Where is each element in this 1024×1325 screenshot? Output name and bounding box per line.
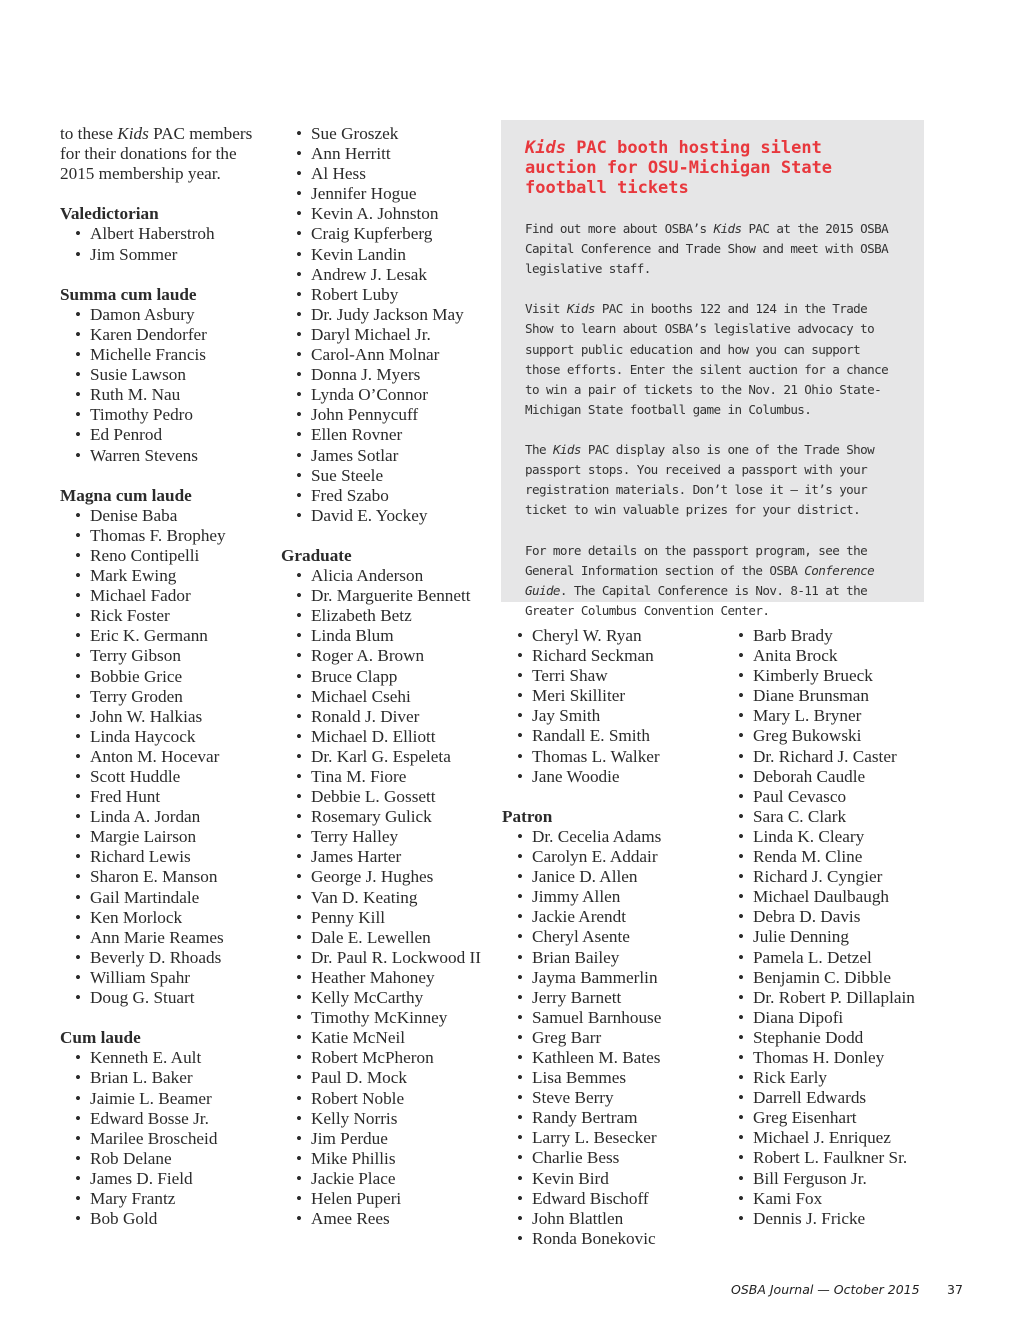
column-1	[60, 124, 265, 1229]
donor-name: • Dr. Karl G. Espeleta	[281, 747, 491, 767]
donor-name: • Richard Lewis	[60, 847, 265, 867]
donor-name: • Fred Hunt	[60, 787, 265, 807]
donor-list	[60, 1048, 265, 1229]
donor-name: • Daryl Michael Jr.	[281, 325, 491, 345]
donor-name: • Diana Dipofi	[723, 1008, 933, 1028]
sidebar-paragraph: Visit Kids PAC in booths 122 and 124 in the Trade Show to learn about OSBA’s legislative advocacy to support public education and how you can support those efforts. Enter the silent auction for a chance to win a pair of tickets to the Nov. 21 Ohio State-Michigan State football game in Columbus.	[525, 301, 889, 417]
donor-name: • Terry Groden	[60, 687, 265, 707]
donor-name: • Michelle Francis	[60, 345, 265, 365]
donor-name: • Janice D. Allen	[502, 867, 717, 887]
donor-name: • Elizabeth Betz	[281, 606, 491, 626]
kids-pac-sidebar	[501, 120, 924, 618]
donor-name: • Ronda Bonekovic	[502, 1229, 717, 1249]
donor-name: • Andrew J. Lesak	[281, 265, 491, 285]
donor-name: • Jaimie L. Beamer	[60, 1089, 265, 1109]
footer-journal: OSBA Journal — October 2015	[731, 1282, 920, 1297]
sidebar-paragraph: Find out more about OSBA’s Kids PAC at the 2015 OSBA Capital Conference and Trade Show and meet with OSBA legislative staff.	[525, 221, 889, 277]
donor-name: • William Spahr	[60, 968, 265, 988]
donor-name: • Thomas H. Donley	[723, 1048, 933, 1068]
donor-name: • Gail Martindale	[60, 888, 265, 908]
donor-name: • Mary Frantz	[60, 1189, 265, 1209]
donor-list	[723, 626, 933, 1229]
donor-name: • Kimberly Brueck	[723, 666, 933, 686]
donor-name: • Brian L. Baker	[60, 1068, 265, 1088]
donor-name: • Michael Fador	[60, 586, 265, 606]
donor-name: • Thomas F. Brophey	[60, 526, 265, 546]
donor-name: • Cheryl Asente	[502, 927, 717, 947]
donor-name: • Greg Eisenhart	[723, 1108, 933, 1128]
donor-name: • Helen Puperi	[281, 1189, 491, 1209]
donor-name: • Michael Daulbaugh	[723, 887, 933, 907]
donor-name: • Reno Contipelli	[60, 546, 265, 566]
donor-name: • Lynda O’Connor	[281, 385, 491, 405]
column-2	[281, 124, 491, 1229]
donor-name: • Sharon E. Manson	[60, 867, 265, 887]
donor-name: • Kelly McCarthy	[281, 988, 491, 1008]
donor-name: • Heather Mahoney	[281, 968, 491, 988]
donor-section	[723, 626, 933, 1229]
donor-name: • Dr. Cecelia Adams	[502, 827, 717, 847]
donor-name: • Thomas L. Walker	[502, 747, 717, 767]
donor-name: • James D. Field	[60, 1169, 265, 1189]
donor-name: • Sue Steele	[281, 466, 491, 486]
donor-name: • Randall E. Smith	[502, 726, 717, 746]
sidebar-paragraph: For more details on the passport program, see the General Information section of the OSBA Conference Guide. The Capital Conference is Nov. 8-11 at the Greater Columbus Convention Center.	[525, 542, 875, 618]
donor-name: • Darrell Edwards	[723, 1088, 933, 1108]
donor-name: • Jim Perdue	[281, 1129, 491, 1149]
donor-name: • Bruce Clapp	[281, 667, 491, 687]
donor-name: • Jackie Place	[281, 1169, 491, 1189]
donor-name: • Anita Brock	[723, 646, 933, 666]
donor-name: • Cheryl W. Ryan	[502, 626, 717, 646]
donor-name: • Mark Ewing	[60, 566, 265, 586]
sidebar-paragraph: The Kids PAC display also is one of the Trade Show passport stops. You received a passport with your registration materials. Don’t lose it — it’s your ticket to win valuable prizes for your district.	[525, 442, 875, 518]
donor-name: • Karen Dendorfer	[60, 325, 265, 345]
donor-section	[60, 1028, 265, 1229]
donor-name: • Diane Brunsman	[723, 686, 933, 706]
donor-name: • Kelly Norris	[281, 1109, 491, 1129]
donor-name: • Van D. Keating	[281, 888, 491, 908]
donor-name: • James Harter	[281, 847, 491, 867]
donor-name: • Greg Bukowski	[723, 726, 933, 746]
donor-name: • Dale E. Lewellen	[281, 928, 491, 948]
donor-name: • Linda A. Jordan	[60, 807, 265, 827]
donor-name: • Margie Lairson	[60, 827, 265, 847]
donor-name: • Michael J. Enriquez	[723, 1128, 933, 1148]
donor-list	[60, 506, 265, 1008]
donor-name: • Barb Brady	[723, 626, 933, 646]
donor-name: • Alicia Anderson	[281, 566, 491, 586]
donor-name: • Donna J. Myers	[281, 365, 491, 385]
donor-name: • Stephanie Dodd	[723, 1028, 933, 1048]
donor-list	[60, 224, 265, 264]
donor-name: • George J. Hughes	[281, 867, 491, 887]
donor-name: • Ann Herritt	[281, 144, 491, 164]
donor-name: • Doug G. Stuart	[60, 988, 265, 1008]
page-number: 37	[947, 1282, 963, 1297]
donor-name: • Debra D. Davis	[723, 907, 933, 927]
donor-name: • David E. Yockey	[281, 506, 491, 526]
donor-name: • Greg Barr	[502, 1028, 717, 1048]
donor-name: • Bob Gold	[60, 1209, 265, 1229]
donor-name: • John Blattlen	[502, 1209, 717, 1229]
donor-name: • Rick Foster	[60, 606, 265, 626]
column-4	[723, 626, 933, 1229]
donor-name: • Pamela L. Detzel	[723, 948, 933, 968]
donor-section	[502, 626, 717, 787]
intro-text: to these Kids PAC members for their donations for the 2015 membership year.	[60, 124, 253, 184]
donor-name: • Steve Berry	[502, 1088, 717, 1108]
donor-name: • Amee Rees	[281, 1209, 491, 1229]
section-heading: Magna cum laude	[60, 485, 192, 505]
donor-name: • Ronald J. Diver	[281, 707, 491, 727]
donor-name: • Kenneth E. Ault	[60, 1048, 265, 1068]
donor-name: • Dr. Richard J. Caster	[723, 747, 933, 767]
donor-name: • Sara C. Clark	[723, 807, 933, 827]
donor-name: • Randy Bertram	[502, 1108, 717, 1128]
section-heading: Summa cum laude	[60, 284, 197, 304]
donor-name: • Mary L. Bryner	[723, 706, 933, 726]
donor-name: • Albert Haberstroh	[60, 224, 265, 244]
donor-name: • Marilee Broscheid	[60, 1129, 265, 1149]
donor-name: • John Pennycuff	[281, 405, 491, 425]
donor-name: • Kevin Bird	[502, 1169, 717, 1189]
donor-name: • Edward Bosse Jr.	[60, 1109, 265, 1129]
donor-name: • Dennis J. Fricke	[723, 1209, 933, 1229]
sidebar-title: Kids PAC booth hosting silent auction for OSU-Michigan State football tickets	[525, 138, 833, 198]
donor-name: • Edward Bischoff	[502, 1189, 717, 1209]
donor-name: • Brian Bailey	[502, 948, 717, 968]
donor-name: • Jackie Arendt	[502, 907, 717, 927]
donor-name: • Larry L. Besecker	[502, 1128, 717, 1148]
donor-name: • Robert L. Faulkner Sr.	[723, 1148, 933, 1168]
donor-list	[281, 124, 491, 526]
donor-name: • Deborah Caudle	[723, 767, 933, 787]
donor-name: • Ellen Rovner	[281, 425, 491, 445]
donor-name: • Timothy McKinney	[281, 1008, 491, 1028]
donor-name: • Paul Cevasco	[723, 787, 933, 807]
donor-name: • Terry Halley	[281, 827, 491, 847]
section-heading: Graduate	[281, 545, 352, 565]
donor-name: • Jim Sommer	[60, 245, 265, 265]
donor-name: • Penny Kill	[281, 908, 491, 928]
donor-name: • Ann Marie Reames	[60, 928, 265, 948]
donor-name: • Dr. Paul R. Lockwood II	[281, 948, 491, 968]
donor-name: • Eric K. Germann	[60, 626, 265, 646]
donor-name: • Jane Woodie	[502, 767, 717, 787]
donor-section	[281, 546, 491, 1229]
donor-name: • Rick Early	[723, 1068, 933, 1088]
donor-name: • Susie Lawson	[60, 365, 265, 385]
donor-name: • Michael D. Elliott	[281, 727, 491, 747]
donor-name: • Rosemary Gulick	[281, 807, 491, 827]
donor-name: • Kevin Landin	[281, 245, 491, 265]
donor-name: • Anton M. Hocevar	[60, 747, 265, 767]
donor-name: • Jerry Barnett	[502, 988, 717, 1008]
donor-name: • Katie McNeil	[281, 1028, 491, 1048]
donor-name: • Lisa Bemmes	[502, 1068, 717, 1088]
donor-section	[60, 285, 265, 466]
donor-name: • Linda Blum	[281, 626, 491, 646]
donor-name: • John W. Halkias	[60, 707, 265, 727]
donor-name: • Dr. Robert P. Dillaplain	[723, 988, 933, 1008]
donor-name: • Dr. Judy Jackson May	[281, 305, 491, 325]
donor-list	[60, 305, 265, 466]
donor-name: • Robert Noble	[281, 1089, 491, 1109]
section-heading: Valedictorian	[60, 204, 159, 224]
donor-section	[502, 807, 717, 1249]
donor-list	[502, 827, 717, 1249]
donor-name: • Beverly D. Rhoads	[60, 948, 265, 968]
donor-name: • Roger A. Brown	[281, 646, 491, 666]
donor-name: • Debbie L. Gossett	[281, 787, 491, 807]
donor-name: • Jimmy Allen	[502, 887, 717, 907]
donor-name: • Kami Fox	[723, 1189, 933, 1209]
donor-name: • Jay Smith	[502, 706, 717, 726]
donor-name: • Samuel Barnhouse	[502, 1008, 717, 1028]
donor-name: • Scott Huddle	[60, 767, 265, 787]
donor-name: • Ed Penrod	[60, 425, 265, 445]
donor-name: • Ken Morlock	[60, 908, 265, 928]
donor-name: • Ruth M. Nau	[60, 385, 265, 405]
donor-list	[502, 626, 717, 787]
donor-name: • Dr. Marguerite Bennett	[281, 586, 491, 606]
donor-name: • James Sotlar	[281, 446, 491, 466]
donor-name: • Terry Gibson	[60, 646, 265, 666]
donor-name: • Terri Shaw	[502, 666, 717, 686]
donor-name: • Al Hess	[281, 164, 491, 184]
donor-name: • Linda Haycock	[60, 727, 265, 747]
donor-name: • Warren Stevens	[60, 446, 265, 466]
donor-name: • Rob Delane	[60, 1149, 265, 1169]
donor-name: • Bill Ferguson Jr.	[723, 1169, 933, 1189]
donor-name: • Carol-Ann Molnar	[281, 345, 491, 365]
donor-name: • Richard J. Cyngier	[723, 867, 933, 887]
donor-name: • Kathleen M. Bates	[502, 1048, 717, 1068]
column-3	[502, 626, 717, 1249]
donor-name: • Jayma Bammerlin	[502, 968, 717, 988]
donor-name: • Paul D. Mock	[281, 1068, 491, 1088]
donor-name: • Bobbie Grice	[60, 667, 265, 687]
donor-name: • Linda K. Cleary	[723, 827, 933, 847]
donor-name: • Denise Baba	[60, 506, 265, 526]
donor-name: • Benjamin C. Dibble	[723, 968, 933, 988]
donor-name: • Timothy Pedro	[60, 405, 265, 425]
donor-section	[60, 486, 265, 1008]
donor-section	[60, 204, 265, 264]
donor-name: • Damon Asbury	[60, 305, 265, 325]
donor-section	[281, 124, 491, 526]
donor-name: • Renda M. Cline	[723, 847, 933, 867]
donor-name: • Richard Seckman	[502, 646, 717, 666]
donor-name: • Michael Csehi	[281, 687, 491, 707]
section-heading: Cum laude	[60, 1028, 141, 1048]
donor-name: • Fred Szabo	[281, 486, 491, 506]
donor-name: • Julie Denning	[723, 927, 933, 947]
donor-name: • Meri Skilliter	[502, 686, 717, 706]
donor-name: • Tina M. Fiore	[281, 767, 491, 787]
donor-name: • Carolyn E. Addair	[502, 847, 717, 867]
donor-name: • Sue Groszek	[281, 124, 491, 144]
donor-list	[281, 566, 491, 1229]
donor-name: • Craig Kupferberg	[281, 224, 491, 244]
donor-name: • Robert McPheron	[281, 1048, 491, 1068]
section-heading: Patron	[502, 806, 553, 826]
donor-name: • Robert Luby	[281, 285, 491, 305]
donor-name: • Charlie Bess	[502, 1148, 717, 1168]
donor-name: • Kevin A. Johnston	[281, 204, 491, 224]
donor-name: • Mike Phillis	[281, 1149, 491, 1169]
donor-name: • Jennifer Hogue	[281, 184, 491, 204]
